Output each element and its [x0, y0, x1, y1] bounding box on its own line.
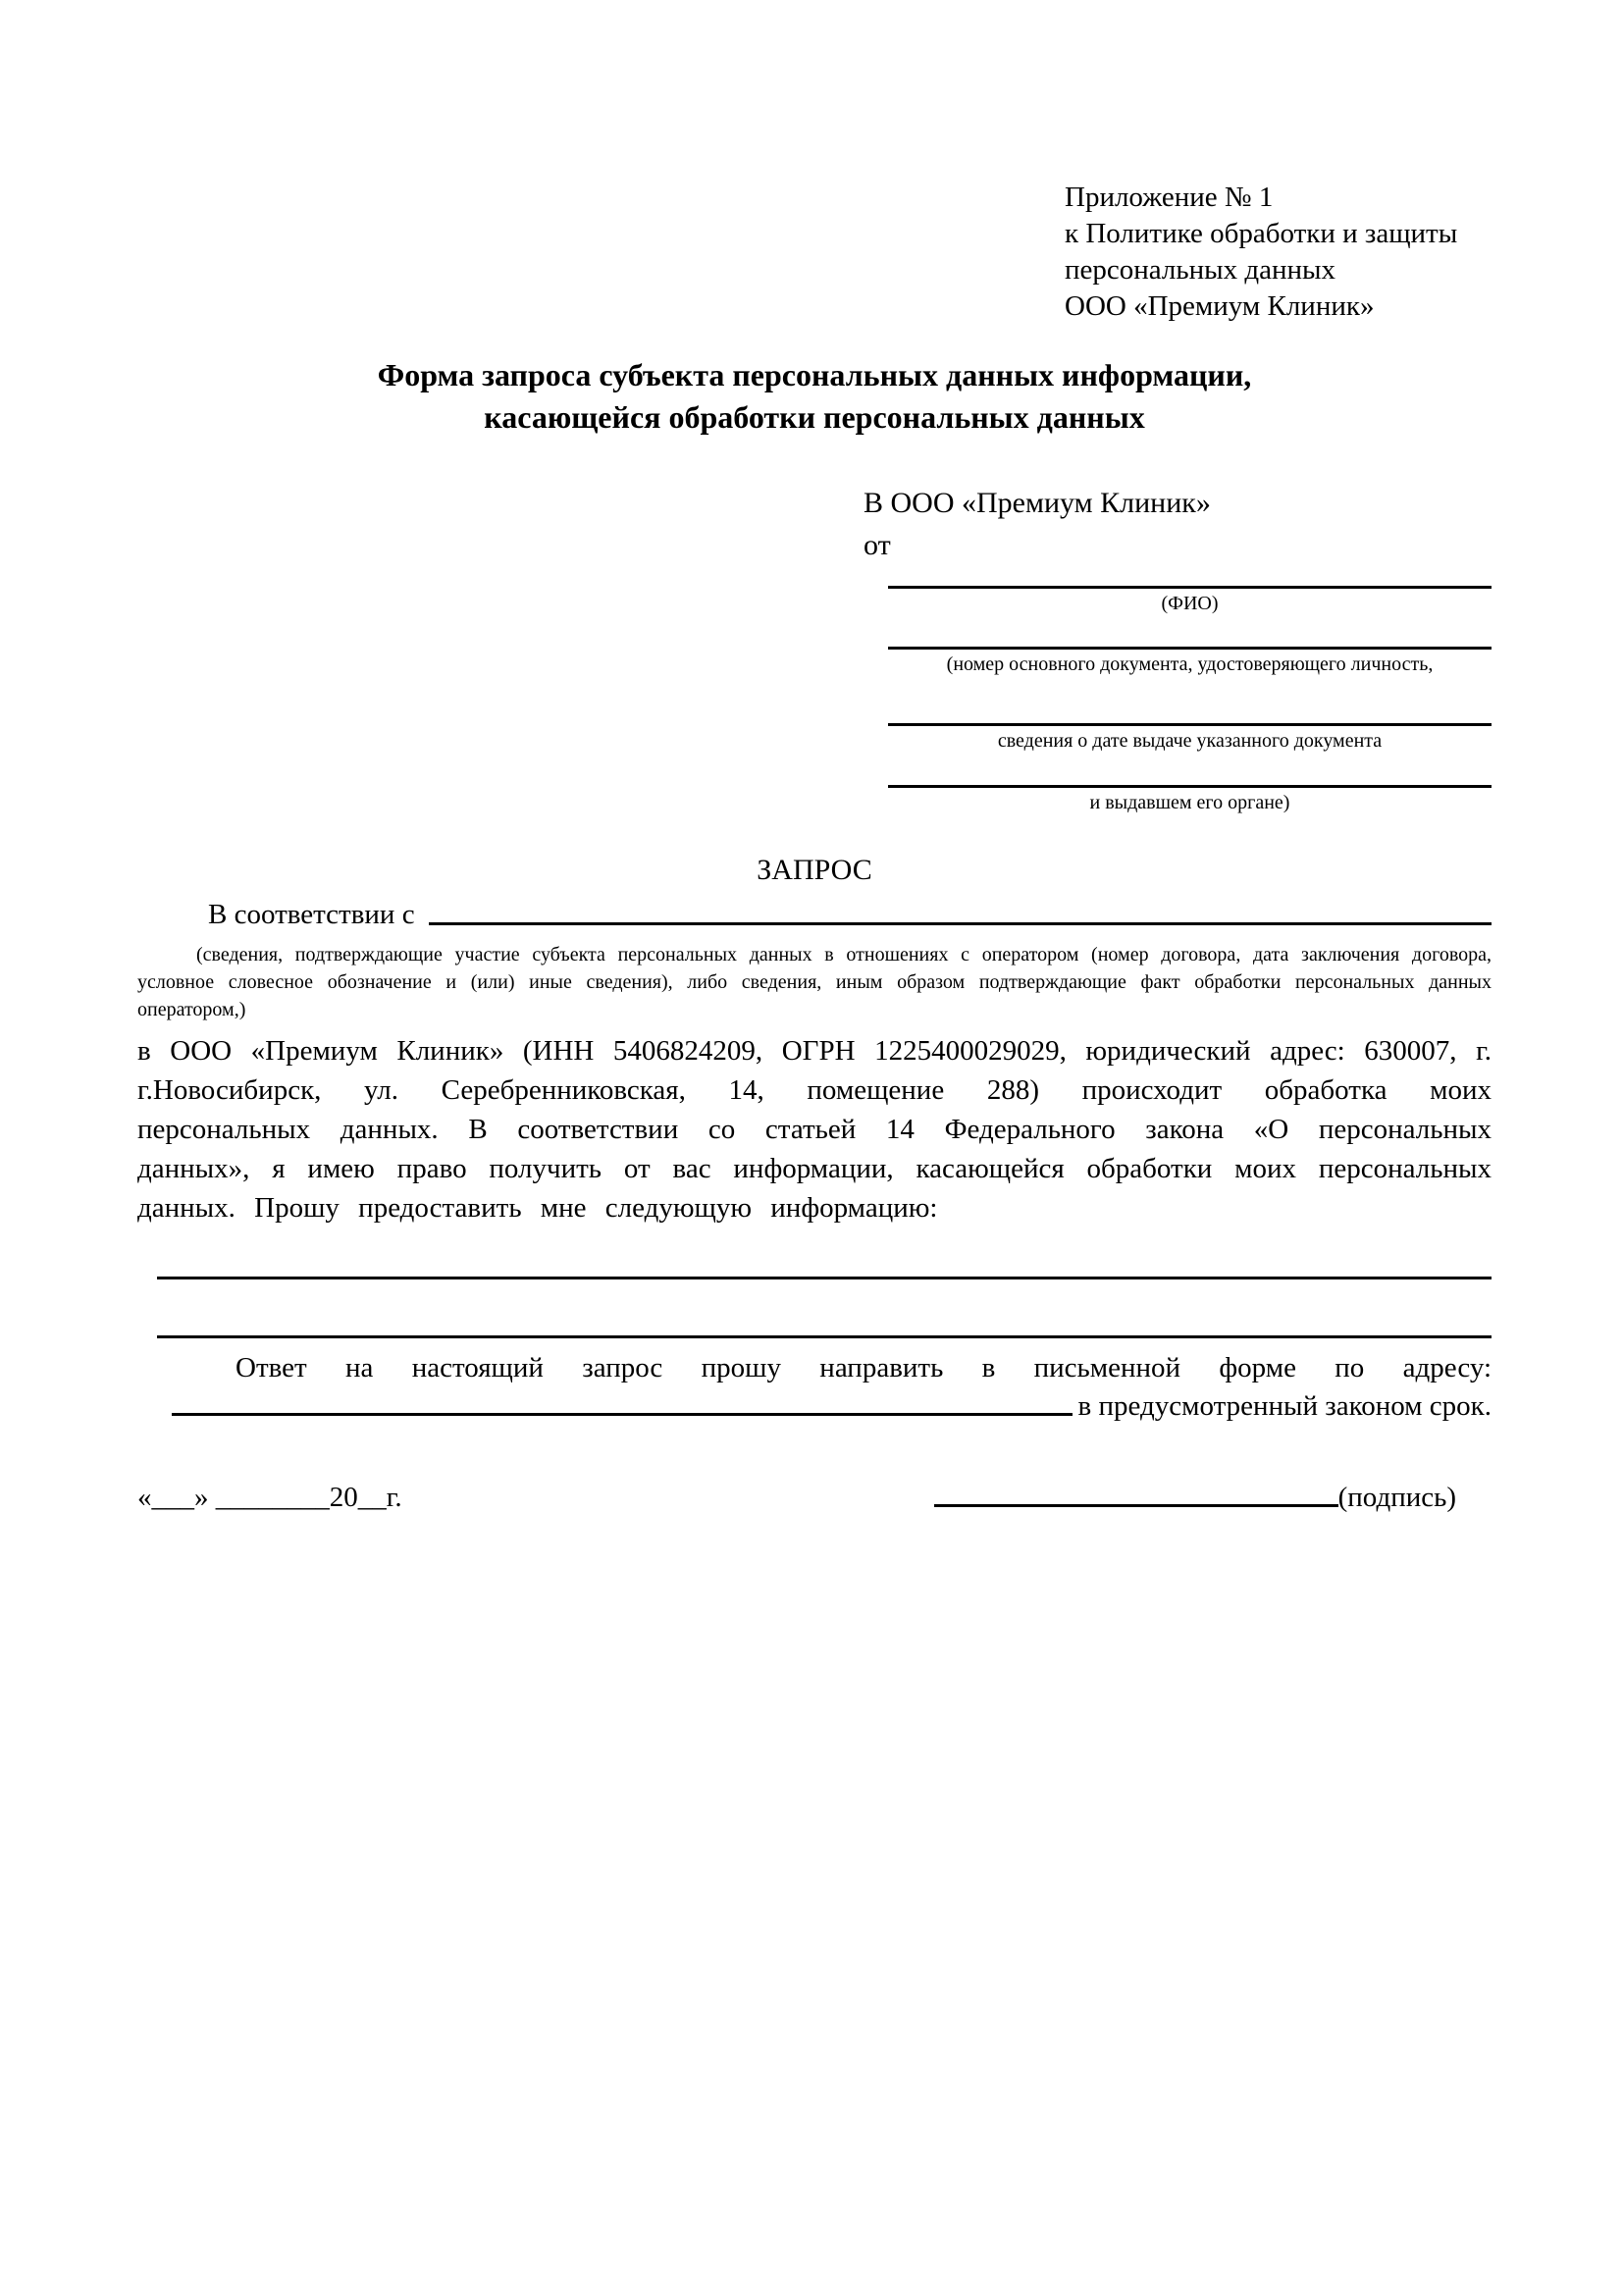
fio-caption: (ФИО) [1161, 593, 1219, 614]
issue-date-caption: сведения о дате выдаче указанного документа [997, 730, 1383, 752]
reply-lead: Ответ на настоящий запрос прошу направить в письменной форме по адресу: [236, 1352, 1492, 1383]
document-title [137, 354, 1492, 439]
signature-area [934, 1482, 1456, 1514]
address-input-line [172, 1413, 1073, 1416]
field-issue-date [888, 723, 1492, 753]
issuing-authority-caption: и выдавшем его органе) [1089, 792, 1290, 813]
reply-address-row [137, 1390, 1492, 1423]
recipient-to: В ООО «Премиум Клиник» [864, 487, 1211, 519]
recipient-block [864, 482, 1492, 566]
appendix-block [1065, 180, 1492, 325]
recipient-from-label: от [864, 529, 891, 561]
appendix-line: Приложение № 1 [1065, 182, 1274, 213]
signature-input-line [934, 1504, 1338, 1507]
accordance-lead: В соответствии с [208, 899, 415, 930]
appendix-line: ООО «Премиум Клиник» [1065, 290, 1375, 322]
request-heading: ЗАПРОС [757, 854, 872, 886]
relation-note: (сведения, подтверждающие участие субъекта персональных данных в отношениях с оператором (номер договора, дата заключения договора, условное словесное обозначение и (или) иные сведения), либо сведения, иным образом подтверждающие факт обработки персональных данных оператором,) [137, 944, 1492, 1020]
appendix-line: к Политике обработки и защиты [1065, 218, 1458, 249]
signature-row [137, 1482, 1492, 1514]
accordance-input-line [429, 922, 1492, 925]
request-body: в ООО «Премиум Клиник» (ИНН 5406824209, ОГРН 1225400029029, юридический адрес: 630007, г. г.Новосибирск, ул. Серебренниковская, 14, помещение 288) происходит обработка моих персональных данных. В соответствии со статьей 14 Федерального закона «О персональных данных», я имею право получить от вас информации, касающейся обработки моих персональных данных. Прошу предоставить мне следующую информацию: [137, 1035, 1492, 1224]
info-input-line-2 [157, 1335, 1492, 1338]
document-number-caption: (номер основного документа, удостоверяющего личность, [946, 653, 1434, 675]
info-input-line-1 [157, 1277, 1492, 1279]
field-issuing-authority [888, 785, 1492, 814]
document-content [0, 180, 1623, 1514]
document-title-line: Форма запроса субъекта персональных данных информации, [377, 357, 1252, 392]
signature-caption: (подпись) [1337, 1482, 1456, 1513]
reply-tail: в предусмотренный законом срок. [1077, 1390, 1492, 1422]
accordance-row [137, 899, 1492, 931]
field-fio [888, 586, 1492, 615]
appendix-line: персональных данных [1065, 254, 1336, 286]
identity-fields [888, 586, 1492, 814]
document-title-line: касающейся обработки персональных данных [484, 399, 1145, 435]
date-blank: «___» ________20__г. [137, 1482, 402, 1513]
field-document-number [888, 647, 1492, 676]
